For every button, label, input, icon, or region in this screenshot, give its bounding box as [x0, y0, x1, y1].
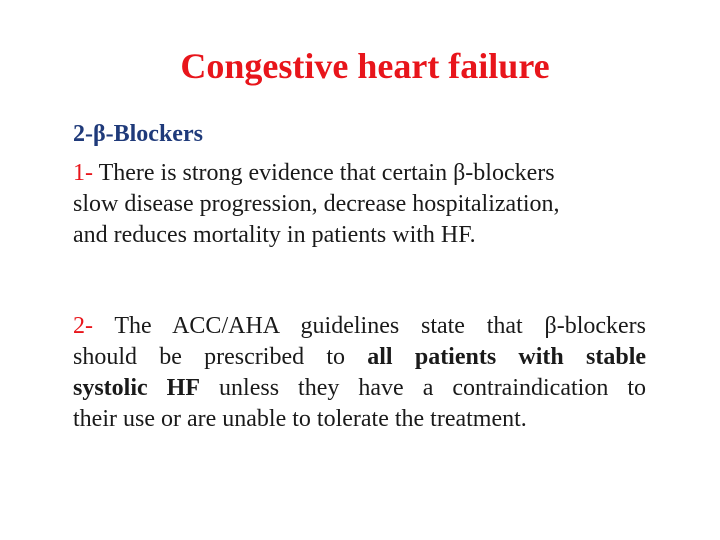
point-1-line-3: and reduces mortality in patients with HF. [73, 222, 476, 248]
point-2-text-2: should be prescribed to [73, 344, 368, 370]
point-1-paragraph [73, 158, 646, 251]
point-2-line-4: their use or are unable to tolerate the treatment. [73, 406, 527, 432]
point-1-number: 1- [73, 160, 93, 186]
point-1-text-1: There is strong evidence that certain β-blockers [93, 160, 555, 186]
slide-title: Congestive heart failure [180, 46, 550, 86]
point-2-line-2 [73, 342, 646, 373]
point-2-line-3 [73, 373, 646, 404]
point-2-paragraph [73, 311, 646, 435]
point-1-line-1 [73, 158, 646, 189]
point-2-text-3: unless they have a contraindication to [200, 375, 646, 401]
point-2-emphasis-2: systolic HF [73, 375, 201, 401]
point-2-number: 2- [73, 313, 93, 339]
point-2-line-1 [73, 311, 646, 342]
point-2-text-1: The ACC/AHA guidelines state that β-blockers [93, 313, 646, 339]
section-heading: 2-β-Blockers [73, 121, 203, 147]
point-2-emphasis-1: all patients with stable [367, 344, 647, 370]
point-1-line-2: slow disease progression, decrease hospitalization, [73, 191, 560, 217]
